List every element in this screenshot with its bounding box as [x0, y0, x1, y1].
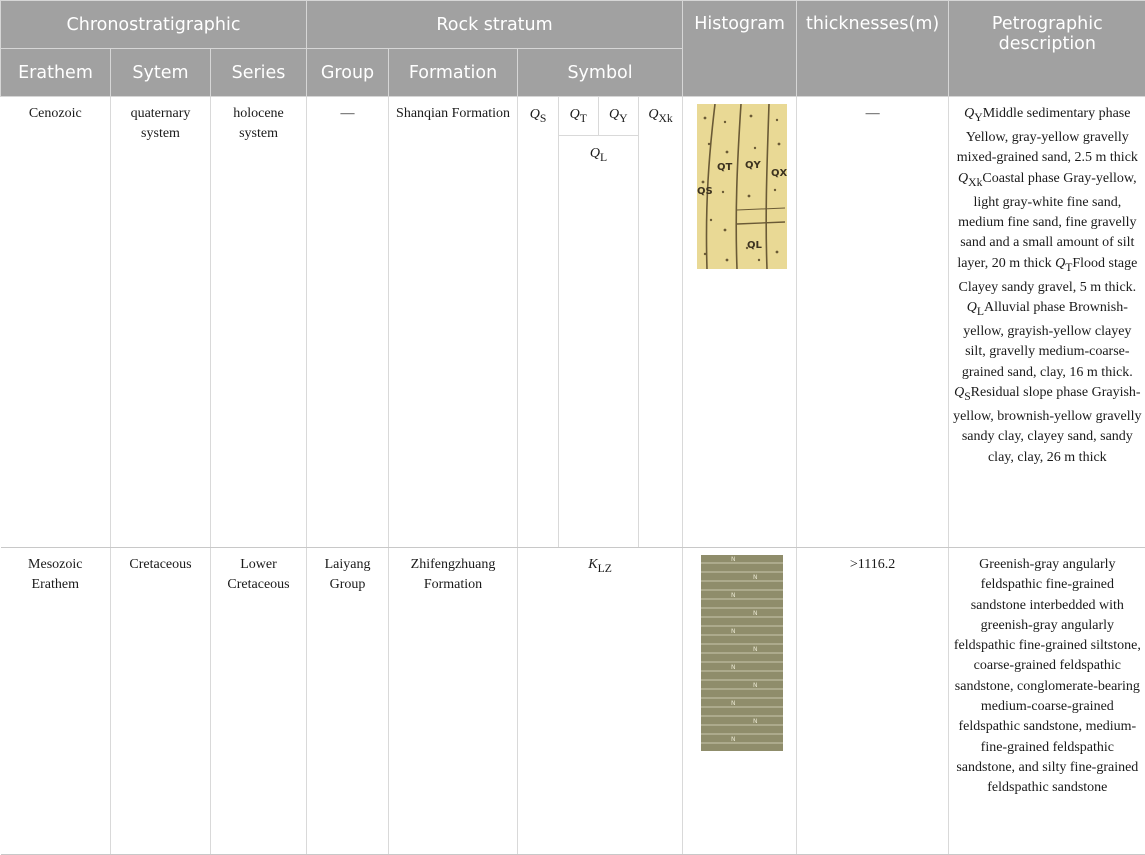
group-cell: Laiyang Group	[307, 548, 389, 855]
symbol-mid-cell	[559, 97, 639, 548]
header-group: Group	[307, 49, 389, 97]
strata-label: N	[731, 664, 736, 671]
erathem-cell: Cenozoic	[1, 97, 111, 548]
header-erathem: Erathem	[1, 49, 111, 97]
header-thicknesses: thicknesses(m)	[797, 1, 949, 97]
strata-label: N	[731, 556, 736, 563]
symbol-qs-cell	[518, 97, 559, 548]
histogram-cell	[683, 97, 797, 548]
strata-label: N	[753, 682, 758, 689]
symbol-klz: $K_{LZ}$	[588, 557, 612, 575]
petrographic-description-cell: $Q_YMiddle$ sedimentary phase Yellow, gray-yellow gravelly mixed-grained sand, 2.5 m thick $Q_{Xk}Coastal$ phase Gray-yellow, light gray-white fine sand, medium fine sand, fine gravelly sand and a small amount of silt layer, 20 m thick $Q_TFlood$ stage Clayey sandy gravel, 5 m thick. $Q_LAlluvial$ phase Brownish-yellow, grayish-yellow clayey silt, gravelly medium-coarse-grained sand, clay, 16 m thick. $Q_SResidual$ slope phase Grayish-yellow, brownish-yellow gravelly sandy clay, clayey sand, sandy clay, clay, 26 m thick	[949, 97, 1145, 548]
hist-label-qx: QX	[771, 168, 788, 179]
symbol-qy: $Q_Y$	[608, 107, 628, 125]
symbol-qxk-cell	[639, 97, 683, 548]
group-cell: —	[307, 97, 389, 548]
header-series: Series	[211, 49, 307, 97]
strata-label: N	[731, 592, 736, 599]
symbol-ql: $Q_L$	[589, 146, 608, 164]
strata-label: N	[753, 574, 758, 581]
symbol-qt: $Q_T$	[559, 97, 599, 135]
header-histogram: Histogram	[683, 1, 797, 97]
header-system: Sytem	[111, 49, 211, 97]
symbol-qxk: $Q_{Xk}$	[648, 107, 673, 125]
strata-label: N	[753, 610, 758, 617]
header-formation: Formation	[389, 49, 518, 97]
strata-label: N	[753, 646, 758, 653]
strata-label: N	[731, 700, 736, 707]
symbol-qs: $Q_S$	[529, 107, 547, 125]
symbol-klz-cell	[518, 548, 683, 855]
system-cell: Cretaceous	[111, 548, 211, 855]
petrographic-description-cell: Greenish-gray angularly feldspathic fine-grained sandstone interbedded with greenish-gray angularly feldspathic fine-grained siltstone, coarse-grained feldspathic sandstone, conglomerate-bearing medium-coarse-grained feldspathic sandstone, medium-fine-grained feldspathic sandstone, and silty fine-grained feldspathic sandstone	[949, 548, 1145, 855]
hist-label-qs: QS	[697, 186, 713, 197]
table-row	[1, 97, 1145, 548]
erathem-cell: Mesozoic Erathem	[1, 548, 111, 855]
table-row	[1, 548, 1145, 855]
hist-label-qy: QY	[745, 160, 761, 171]
header-chronostratigraphic: Chronostratigraphic	[1, 1, 307, 49]
header-petrographic-description: Petrographic description	[949, 1, 1145, 97]
strata-label: N	[731, 628, 736, 635]
quaternary-histogram-image	[697, 104, 787, 269]
cretaceous-histogram-image	[701, 555, 783, 751]
strata-label: N	[753, 718, 758, 725]
strata-label: N	[731, 736, 736, 743]
hist-label-qt: QT	[717, 162, 733, 173]
header-symbol: Symbol	[518, 49, 683, 97]
thickness-cell: —	[797, 97, 949, 548]
formation-cell: Zhifengzhuang Formation	[389, 548, 518, 855]
histogram-cell	[683, 548, 797, 855]
formation-cell: Shanqian Formation	[389, 97, 518, 548]
system-cell: quaternary system	[111, 97, 211, 548]
thickness-cell: >1116.2	[797, 548, 949, 855]
series-cell: holocene system	[211, 97, 307, 548]
header-rock-stratum: Rock stratum	[307, 1, 683, 49]
series-cell: Lower Cretaceous	[211, 548, 307, 855]
hist-label-ql: QL	[747, 240, 762, 251]
